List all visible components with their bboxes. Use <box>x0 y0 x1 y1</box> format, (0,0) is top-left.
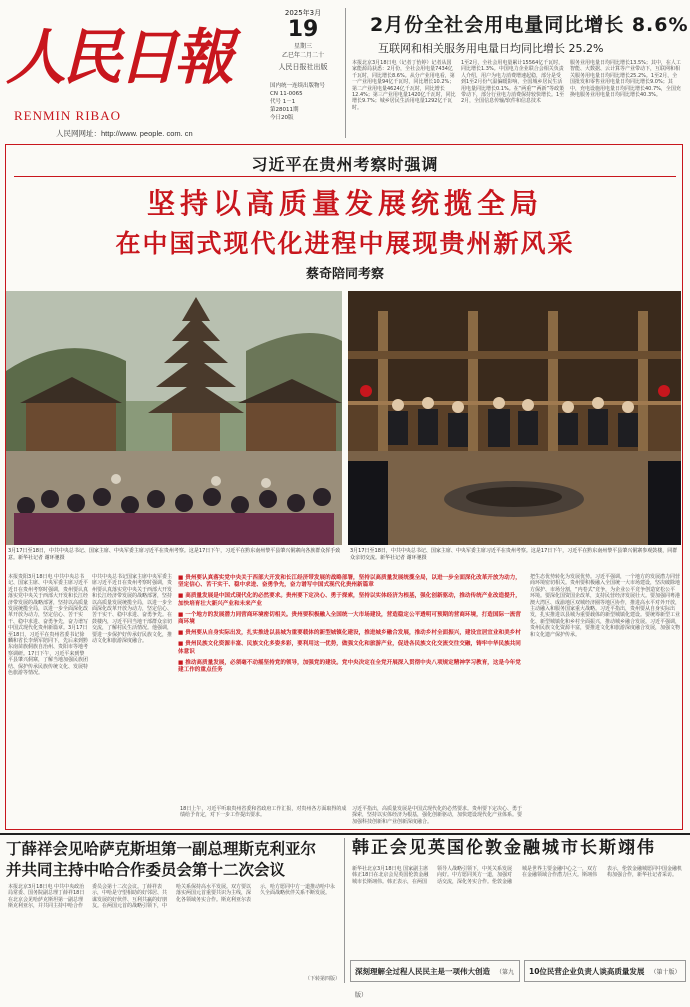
date-lunar: 乙巳年二月二十 <box>281 52 324 59</box>
bottom-left-article: 本报北京3月18日电 中共中央政治局常委、国务院副总理丁薛祥18日在北京会见哈萨克斯坦第一副总理斯克利亚尔，并共同主持中哈合作委员会第十二次会议。丁薛祥表示，中哈是守望相助的好邻居、共谋发展的好伙伴、互利共赢的好朋友。在两国元首的战略引领下，中哈关系保持高水平发展。双方要以落实两国元首重要共识为主线，深化各领域务实合作。斯克利亚尔表示，哈方愿同中方一道推动哈中永久全面战略伙伴关系不断发展。 <box>8 884 336 910</box>
headline-line: 并共同主持中哈合作委员会第十二次会议 <box>6 860 286 879</box>
continued-note: （下转第四版） <box>304 976 340 982</box>
top-news-subheadline: 互联网和相关服务用电量日均同比增长 25.2% <box>378 42 604 55</box>
divider <box>0 833 690 835</box>
key-point: ■ 贵州要从自身实际出发，扎实推进以县城为重要载体的新型城镇化建设，推进城乡融合发展，推动乡村全面振兴，建设宜居宜业和美乡村 <box>178 630 521 637</box>
key-point-text: 贵州要从自身实际出发，扎实推进以县城为重要载体的新型城镇化建设，推进城乡融合发展，推动乡村全面振兴，建设宜居宜业和美乡村 <box>185 630 521 637</box>
top-news-headline[interactable]: 2月份全社会用电量同比增长 8.6% <box>370 14 689 36</box>
top-story-headline[interactable]: 在中国式现代化进程中展现贵州新风采 <box>115 229 575 258</box>
key-point: ■ 一个地方的发展潜力同营商环境密切相关。贵州要积极融入全国统一大市场建设，营造稳定公平透明可预期的营商环境，打造国际一流营商环境 <box>178 611 521 626</box>
headline-line: 丁薛祥会见哈萨克斯坦第一副总理斯克利亚尔 <box>6 839 317 858</box>
issue-line: CN 11-0065 <box>270 91 303 97</box>
date-year-month: 2025年3月 <box>284 9 322 17</box>
top-news-column: 服务业用电量日均同比增长13.5%；其中，在人工智能、大数据、云计算等产业带动下，互联网和相关服务用电量日均同比增长25.2%。1至2月，全国批发和零售业用电量日均同比增长9.0%；其中，充电设施用电量日均同比增长40.7%，全国充换电服务业用电量日均同比增长40.3%。 <box>570 60 681 99</box>
bottom-right-headline[interactable]: 韩正会见英国伦敦金融城市长斯翊伟 <box>352 838 656 858</box>
divider <box>344 838 345 983</box>
bottom-left-headline[interactable] <box>6 838 336 880</box>
top-story-kicker: 习近平在贵州考察时强调 <box>251 155 439 174</box>
key-point: ■ 高质量发展是中国式现代化的必然要求。贵州要下定决心、勇于探索，坚持以实体经济为根基，强化创新驱动，推动传统产业改造提升，加快培育壮大新兴产业和未来产业 <box>178 593 521 607</box>
divider <box>345 8 346 138</box>
article-column: 把生态优势转化为发展优势。习近平强调，一个地方的发展潜力同营商环境密切相关。贵州要积极融入全国统一大市场建设，坚决破除地方保护、市场分割，“内卷式”竞争，为企业公平竞争创造宽松公平环境。要深化国资国企改革，支持民营经济发展壮大。要加强同粤港澳大湾区、成渝地区双城经济圈等地区协作，推进高水平对外开放，主动融入和服务国家重大战略。习近平指出，贵州要从自身实际出发，扎实推进以县城为重要载体的新型城镇化建设。要统筹新型工业化、新型城镇化和乡村全面振兴，推动城乡融合发展。习近平强调，贵州民族文化资源丰富，要推进文化和旅游深度融合发展，加强文物和文化遗产保护传承。 <box>530 574 681 638</box>
date-box <box>268 8 338 72</box>
key-point: ■ 贵州民族文化资源丰富、民族文化多姿多彩，要利用这一优势，做强文化和旅游产业，促进各民族文化交流交往交融，铸牢中华民族共同体意识 <box>178 641 521 655</box>
key-point-text: 推动高质量发展，必须毫不动摇坚持党的领导，加强党的建设。党中央决定在全党开展深入贯彻中央八项规定精神学习教育，这是今年党建工作的重点任务 <box>178 659 521 674</box>
key-point-text: 贵州民族文化资源丰富、民族文化多姿多彩，要利用这一优势，做强文化和旅游产业，促进各民族文化交流交往交融，铸牢中华民族共同体意识 <box>178 641 521 655</box>
article-column: 中共中央总书记国家主席中央军委主席习近平近日在贵州考察时强调，贵州要认真落实党中央关于西部大开发和长江经济带发展的战略部署，坚持以高质量发展统揽全局，以进一步全面深化改革开放为动力，坚定信心、苦干实干、稳中求进、奋勇争先。在鼓楼内，习近平同当地干部群众亲切交流，了解村民生活情况。他强调，要进一步保护好传承好民族文化，推动文化和旅游深度融合。 <box>92 574 173 645</box>
index-box-edition: （第九版） <box>355 969 515 999</box>
photo-village-drum-tower[interactable] <box>6 291 342 545</box>
index-box[interactable] <box>350 960 520 999</box>
key-point-text: 高质量发展是中国式现代化的必然要求。贵州要下定决心、勇于探索，坚持以实体经济为根基，强化创新驱动，推动传统产业改造提升，加快培育壮大新兴产业和未来产业 <box>178 593 521 607</box>
date-day: 19 <box>287 17 319 42</box>
masthead-website[interactable]: 人民网网址：http://www. people. com. cn <box>56 129 193 138</box>
index-box-title: 10位民营企业负责人谈高质量发展 <box>529 967 645 976</box>
key-point-text: 一个地方的发展潜力同营商环境密切相关。贵州要积极融入全国统一大市场建设，营造稳定公平透明可预期的营商环境，打造国际一流营商环境 <box>178 611 521 626</box>
top-story-headline[interactable]: 坚持以高质量发展统揽全局 <box>146 187 543 220</box>
key-points <box>178 575 524 803</box>
top-news-column: 1至2月，全社会用电量累计15564亿千瓦时，同比增长1.3%。中国电力企业联合会相关负责人介绍，用户为电力消费增速起稳，部分是受到1至2月份气温偏暖影响，全国城乡居民生活用电量同比增长0.1%。在“两重”“两新”等政策带动下，部分行业电力消费保持较快增长。1至2月，全国信息传输/软件和信息技术 <box>461 60 565 105</box>
top-news-column: 本报北京3月18日电（记者丁怡婷）记者从国家能源局获悉：2月份，全社会用电量7434亿千瓦时，同比增长8.6%。从分产业用电看，第一产业用电量94亿千瓦时，同比增长10.2%；第二产业用电量4624亿千瓦时，同比增长12.4%；第三产业用电量1420亿千瓦时，同比增长9.7%；城乡居民生活用电量1292亿千瓦时。 <box>352 60 456 111</box>
issue-line: 第28011期 <box>270 107 299 113</box>
divider <box>14 176 676 177</box>
index-boxes <box>350 960 686 999</box>
issue-info <box>270 82 340 122</box>
masthead-logo <box>4 6 230 93</box>
photo-drum-tower-interior[interactable] <box>348 291 681 545</box>
key-point: ■ 贵州要认真落实党中央关于西部大开发和长江经济带发展的战略部署，坚持以高质量发展统揽全局，以进一步全面深化改革开放为动力，坚定信心、苦干实干、稳中求进、奋勇争先，奋力谱写中国式现代化贵州新篇章 <box>178 575 521 589</box>
photo-caption: 3月17日至18日，中共中央总书记、国家主席、中央军委主席习近平在贵州考察。这是17日下午，习近平在黔东南州黎平县肇兴侗寨参观鼓楼，同群众亲切交流。新华社记者 谢环驰摄 <box>350 548 678 561</box>
issue-line: 今日20版 <box>270 115 294 121</box>
key-point-text: 贵州要认真落实党中央关于西部大开发和长江经济带发展的战略部署，坚持以高质量发展统揽全局，以进一步全面深化改革开放为动力，坚定信心、苦干实干、稳中求进、奋勇争先，奋力谱写中国式现代化贵州新篇章 <box>178 575 521 589</box>
publisher: 人民日报社出版 <box>278 63 328 71</box>
issue-line: 国内统一连续出版物号 <box>270 83 326 89</box>
index-box-edition: （第十版） <box>650 969 681 976</box>
top-story-byline: 蔡奇陪同考察 <box>305 267 384 282</box>
date-weekday: 星期三 <box>293 43 312 50</box>
masthead-pinyin: RENMIN RIBAO <box>14 108 121 123</box>
index-box-title: 深刻理解全过程人民民主是一项伟大创造 <box>355 967 490 976</box>
bottom-right-article: 新华社北京3月18日电 国家副主席韩正18日在北京会见英国伦敦金融城市长斯翊伟。韩正表示，在两国领导人战略引领下，中英关系发展向好。中方愿同英方一道，加强对话交流，深化务实合作。伦敦金融城是世界主要金融中心之一，双方在金融领域合作潜力巨大。斯翊伟表示，伦敦金融城愿同中国金融机构加强合作，新华社记者采访。 <box>352 866 683 885</box>
index-box[interactable] <box>524 960 686 982</box>
article-column: 18日上午，习近平听取贵州省委和省政府工作汇报，对贵州各方面取得的成绩给予肯定，对下一步工作提出要求。 <box>180 806 347 819</box>
key-point: ■ 推动高质量发展，必须毫不动摇坚持党的领导，加强党的建设。党中央决定在全党开展深入贯彻中央八项规定精神学习教育，这是今年党建工作的重点任务 <box>178 659 521 674</box>
photo-caption: 3月17日至18日，中共中央总书记、国家主席、中央军委主席习近平在贵州考察。这是17日下午，习近平在黔东南州黎平县肇兴侗寨向各族群众挥手致意。新华社记者 谢环驰摄 <box>8 548 341 561</box>
article-column: 本报贵阳3月18日电 中共中央总书记、国家主席、中央军委主席习近平近日在贵州考察时强调，贵州要认真落实党中央关于西部大开发和长江经济带发展的战略部署，坚持以高质量发展统揽全局，以进一步全面深化改革开放为动力，坚定信心、苦干实干、稳中求进、奋勇争先，奋力谱写中国式现代化贵州新篇章。3月17日至18日，习近平在贵州省委书记徐麟和省长李炳军陪同下，先后来到黔东南苗族侗族自治州、贵阳市等地考察调研。17日下午，习近平来到黎平县肇兴侗寨，了解当地加强民族团结、保护传承民族传统文化、发展特色旅游等情况。 <box>8 574 89 677</box>
issue-line: 代号 1－1 <box>270 99 296 105</box>
article-column: 习近平指出，高质量发展是中国式现代化的必然要求。贵州要下定决心、勇于探索，坚持以实体经济为根基，强化创新驱动，加快建设现代化产业体系。要加强科技创新和产业创新深度融合。 <box>352 806 523 825</box>
masthead-logo-text: 人民日報 <box>6 23 230 93</box>
